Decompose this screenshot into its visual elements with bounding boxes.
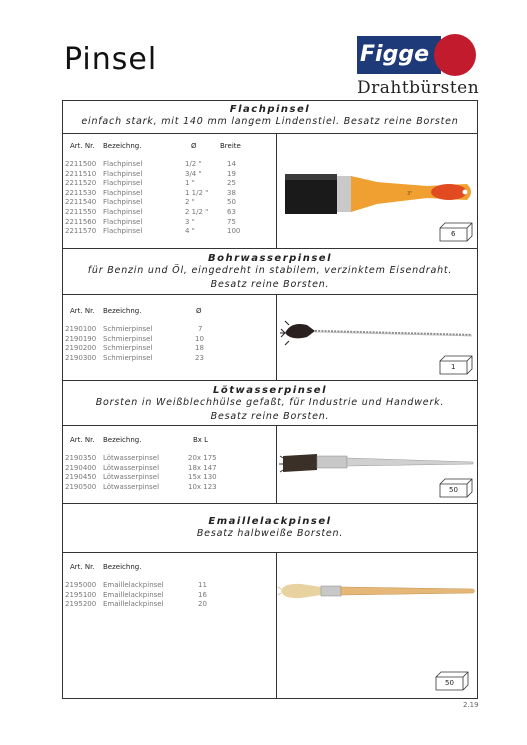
logo-text: Figge xyxy=(360,42,429,67)
col-head-diameter: Ø xyxy=(196,307,202,315)
col-head-artnr: Art. Nr. xyxy=(70,142,95,150)
col-head-size: Bx L xyxy=(193,436,209,444)
section-body-flachpinsel: Art. Nr. Bezeichng. Ø Breite 2211500 Flachpinsel 1/2 " 14 2211510 Flachpinsel 3/4 " 19 2211520 Flachpinsel 1 " 25 2211530 Flachpinsel 1 1/2 " 38 2211540 Flachpinsel 2 " 50 2211550 Flachpinsel 2 1/2 " 63 2211560 Flachpinsel 3 " 75 2211570 Flachpinsel 4 " 100 3" 6 xyxy=(63,133,477,249)
page-title: Pinsel xyxy=(64,42,158,77)
col-head-diameter: Ø xyxy=(191,142,197,150)
page-number: 2.19 xyxy=(463,701,479,709)
section-title: Emaillelackpinsel xyxy=(208,516,332,527)
section-description: Borsten in Weißblechhülse gefaßt, für Industrie und Handwerk. xyxy=(95,397,445,408)
section-title: Bohrwasserpinsel xyxy=(207,253,332,264)
box-icon xyxy=(439,222,473,242)
svg-text:3": 3" xyxy=(407,191,413,197)
section-body-bohrwasserpinsel: Art. Nr. Bezeichng. Ø 2190100 Schmierpinsel 7 2190190 Schmierpinsel 10 2190200 Schmierpinsel 18 2190300 Schmierpinsel 23 1 xyxy=(63,294,477,381)
col-head-artnr: Art. Nr. xyxy=(70,436,95,444)
section-description: für Benzin und Öl, eingedreht in stabilem, verzinktem Eisendraht. xyxy=(87,265,453,276)
box-icon xyxy=(439,355,473,375)
col-head-breite: Breite xyxy=(220,142,241,150)
section-description: einfach stark, mit 140 mm langem Lindenstiel. Besatz reine Borsten xyxy=(81,116,459,127)
col-head-bezeichnung: Bezeichng. xyxy=(103,436,142,444)
col-head-bezeichnung: Bezeichng. xyxy=(103,307,142,315)
col-head-artnr: Art. Nr. xyxy=(70,307,95,315)
section-body-loetwasserpinsel: Art. Nr. Bezeichng. Bx L 2190350 Lötwasserpinsel 20x 175 2190400 Lötwasserpinsel 18x 147 2190450 Lötwasserpinsel 15x 130 2190500 Lötwasserpinsel 10x 123 50 xyxy=(63,425,477,504)
section-description-2: Besatz reine Borsten. xyxy=(210,411,330,422)
logo-circle xyxy=(434,34,476,76)
section-header-emaillelackpinsel xyxy=(63,503,477,552)
col-head-bezeichnung: Bezeichng. xyxy=(103,563,142,571)
col-head-artnr: Art. Nr. xyxy=(70,563,95,571)
section-description-2: Besatz reine Borsten. xyxy=(210,279,330,290)
logo-subtitle: Drahtbürsten xyxy=(357,78,480,98)
col-head-bezeichnung: Bezeichng. xyxy=(103,142,142,150)
section-body-emaillelackpinsel: Art. Nr. Bezeichng. 2195000 Emaillelackpinsel 11 2195100 Emaillelackpinsel 16 2195200 Emaillelackpinsel 20 50 xyxy=(63,552,477,698)
section-header-loetwasserpinsel xyxy=(63,380,477,425)
section-title: Lötwasserpinsel xyxy=(213,385,327,396)
section-title: Flachpinsel xyxy=(229,104,311,115)
section-header-bohrwasserpinsel xyxy=(63,248,477,294)
section-header-flachpinsel xyxy=(63,100,477,132)
section-description: Besatz halbweiße Borsten. xyxy=(196,528,344,539)
